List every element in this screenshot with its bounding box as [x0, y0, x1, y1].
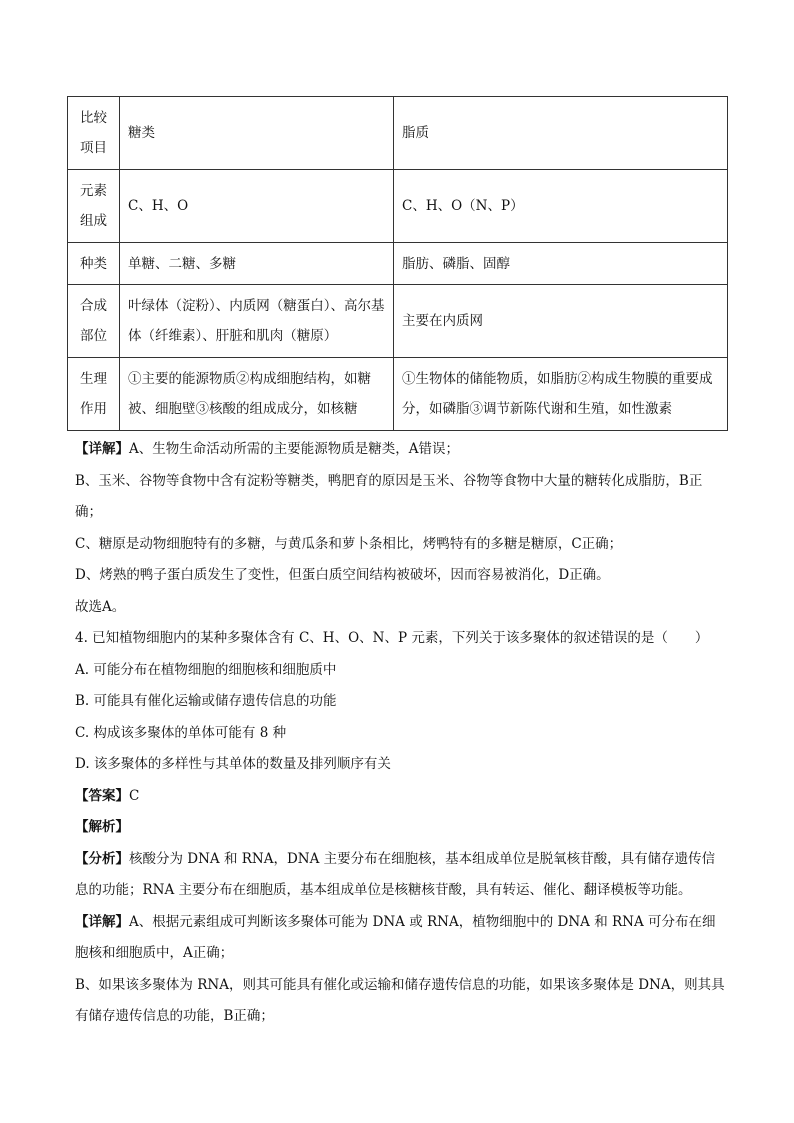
table-row — [68, 170, 728, 243]
table-cell: 元素组成 — [68, 170, 120, 243]
detail-c: C、糖原是动物细胞特有的多糖，与黄瓜条和萝卜条相比，烤鸭特有的多糖是糖原，C正确； — [75, 535, 623, 552]
table-cell: 种类 — [68, 243, 120, 285]
table-cell: ①生物体的储能物质，如脂肪②构成生物膜的重要成分，如磷脂③调节新陈代谢和生殖，如性激素 — [394, 358, 728, 431]
fenxi-text: 核酸分为 DNA 和 RNA，DNA 主要分布在细胞核，基本组成单位是脱氧核苷酸，具有储存遗传信息的功能；RNA 主要分布在细胞质，基本组成单位是核糖核苷酸，具有转运、催化、翻译模板等功能。 — [75, 850, 716, 898]
table-row — [68, 358, 728, 431]
xiangjie-a: A、根据元素组成可判断该多聚体可能为 DNA 或 RNA，植物细胞中的 DNA 和 RNA 可分布在细胞核和细胞质中，A正确； — [75, 913, 716, 961]
table-cell: 脂肪、磷脂、固醇 — [394, 243, 728, 285]
option-b: B. 可能具有催化运输或储存遗传信息的功能 — [75, 693, 337, 709]
detail-label: 【详解】 — [75, 441, 129, 457]
answer-line — [75, 781, 725, 813]
table-cell: C、H、O — [120, 170, 394, 243]
option-c: C. 构成该多聚体的单体可能有 8 种 — [75, 724, 287, 741]
table-row — [68, 285, 728, 358]
body-text — [75, 434, 725, 1033]
table-cell: 主要在内质网 — [394, 285, 728, 358]
table-cell: 单糖、二糖、多糖 — [120, 243, 394, 285]
conclusion: 故选A。 — [75, 598, 126, 615]
table-cell: C、H、O（N、P） — [394, 170, 728, 243]
fenxi-label: 【分析】 — [75, 850, 129, 867]
table-cell: 生理作用 — [68, 358, 120, 431]
answer-value: C — [129, 787, 140, 804]
table-cell: 脂质 — [394, 97, 728, 170]
xiangjie-paragraph — [75, 907, 725, 970]
table-cell: ①主要的能源物质②构成细胞结构，如糖被、细胞壁③核酸的组成成分，如核糖 — [120, 358, 394, 431]
table-cell: 叶绿体（淀粉）、内质网（糖蛋白）、高尔基体（纤维素）、肝脏和肌肉（糖原） — [120, 285, 394, 358]
table-cell: 比较项目 — [68, 97, 120, 170]
analysis-paragraph — [75, 844, 725, 907]
table-cell: 糖类 — [120, 97, 394, 170]
detail-d: D、烤熟的鸭子蛋白质发生了变性，但蛋白质空间结构被破坏，因而容易被消化，D正确。 — [75, 567, 610, 583]
detail-b: B、玉米、谷物等食物中含有淀粉等糖类，鸭肥育的原因是玉米、谷物等食物中大量的糖转化成脂肪，B正确； — [75, 472, 703, 520]
paragraph — [75, 434, 725, 466]
table-row — [68, 97, 728, 170]
comparison-table — [67, 96, 728, 431]
question-stem: 4. 已知植物细胞内的某种多聚体含有 C、H、O、N、P 元素，下列关于该多聚体的叙述错误的是（ ） — [75, 630, 709, 646]
xiangjie-b: B、如果该多聚体为 RNA，则其可能具有催化或运输和储存遗传信息的功能，如果该多聚体是 DNA，则其具有储存遗传信息的功能，B正确； — [75, 976, 725, 1024]
table-row — [68, 243, 728, 285]
answer-label: 【答案】 — [75, 787, 129, 804]
xiangjie-label: 【详解】 — [75, 913, 129, 930]
analysis-label: 【解析】 — [75, 819, 129, 835]
detail-a: A、生物生命活动所需的主要能源物质是糖类，A错误； — [129, 441, 459, 457]
table-cell: 合成部位 — [68, 285, 120, 358]
option-a: A. 可能分布在植物细胞的细胞核和细胞质中 — [75, 661, 337, 678]
option-d: D. 该多聚体的多样性与其单体的数量及排列顺序有关 — [75, 756, 391, 772]
